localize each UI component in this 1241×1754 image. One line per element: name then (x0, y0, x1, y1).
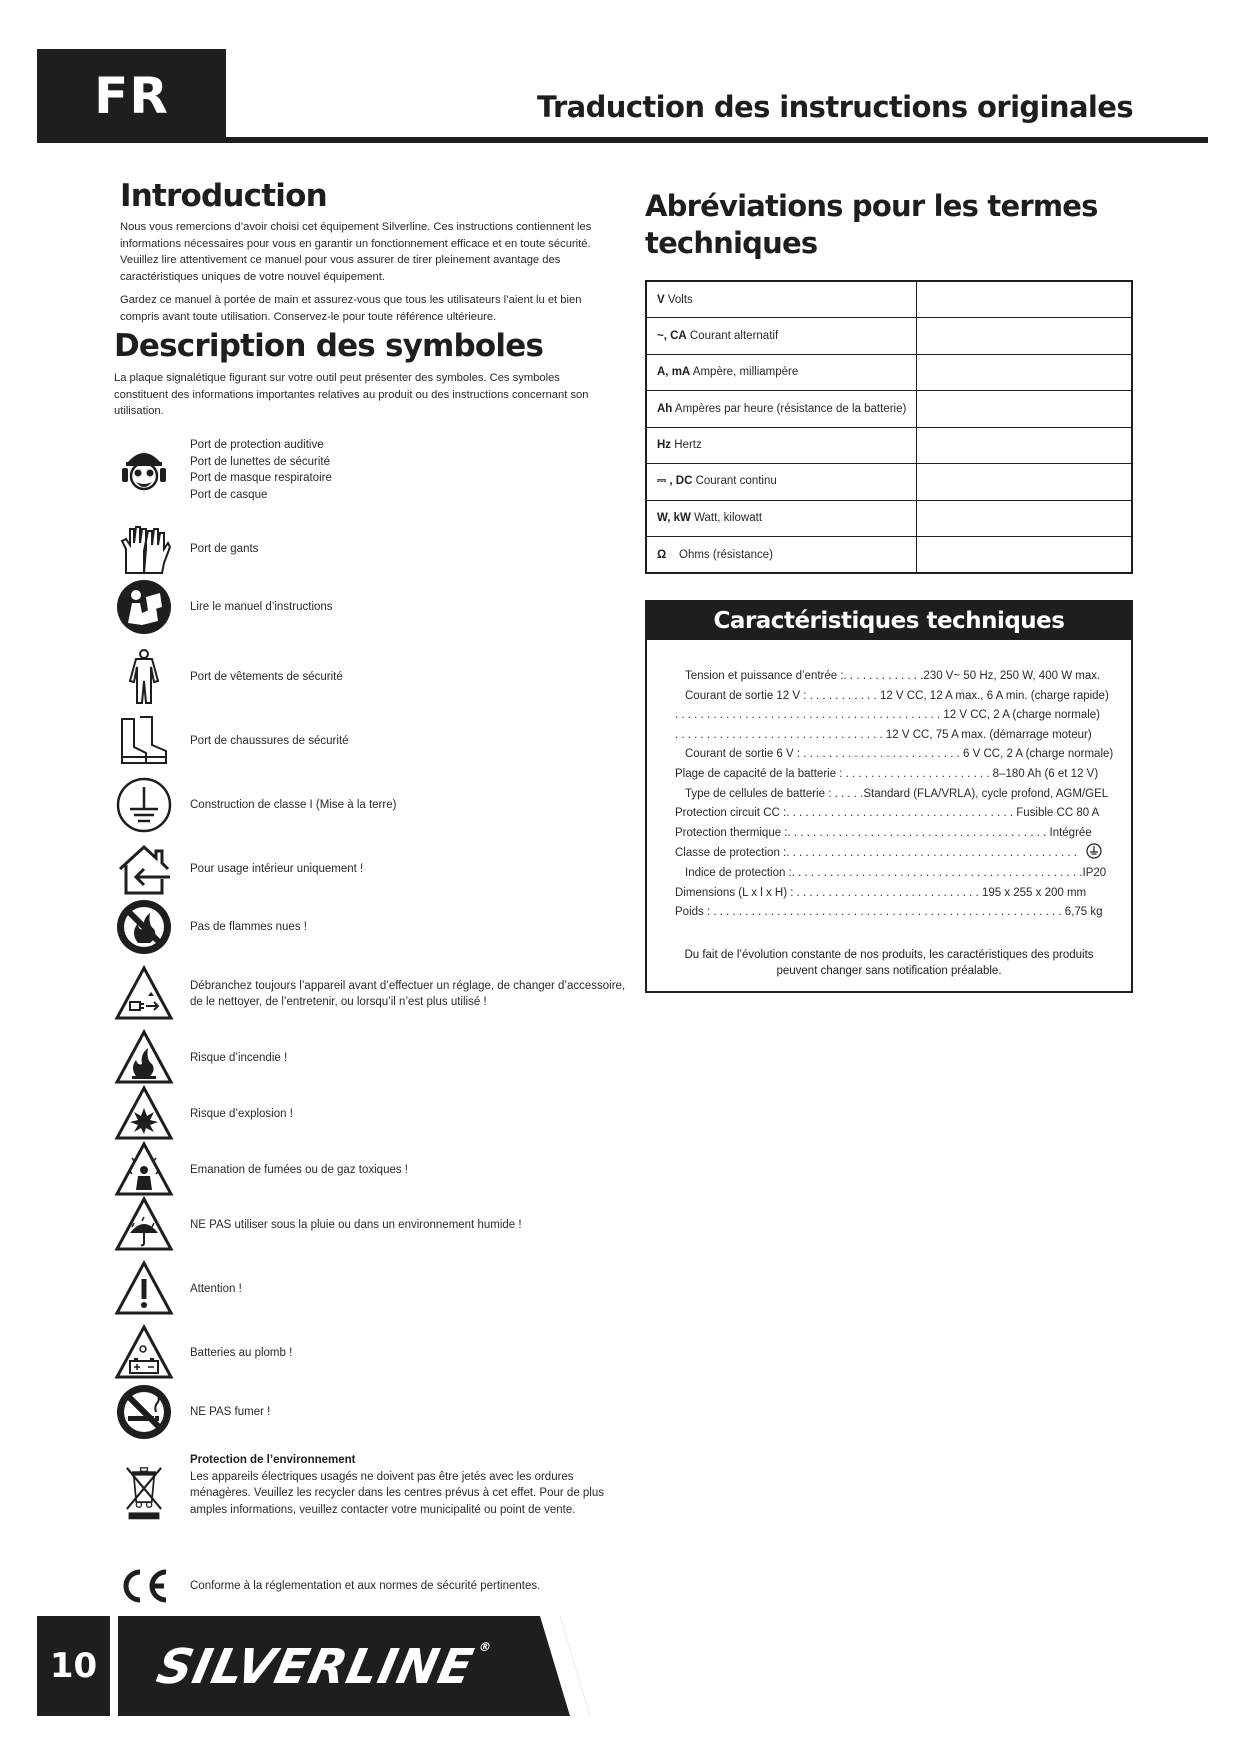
explosion-risk-icon (113, 1083, 175, 1145)
text-line: Batteries au plomb ! (190, 1346, 293, 1359)
text-line: Débranchez toujours l’appareil avant d’effectuer un réglage, de changer d’accessoire, (190, 979, 626, 992)
brand-name: SILVERLINE (152, 1639, 479, 1695)
symbol-description (190, 1217, 522, 1234)
safety-clothing-icon (113, 646, 175, 708)
spec-line: Protection thermique :. . . . . . . . . . . . . . . . . . . . . . . . . . . . . . . . . . . . . . . . . Intégrée (675, 826, 1092, 839)
abbreviation-cell (646, 427, 917, 464)
abbreviation-code: Hz (657, 439, 672, 452)
symbol-row-indoor-use (113, 838, 633, 900)
spec-line: Poids : . . . . . . . . . . . . . . . . . . . . . . . . . . . . . . . . . . . . . . . . . . . . . . . . . . . . . . . 6,75 kg (675, 906, 1103, 919)
symbol-row-no-smoking (113, 1381, 633, 1443)
text-line: ménagères. Veuillez les recycler dans les centres prévus à cet effet. Pour de plus (190, 1487, 605, 1499)
table-row (646, 464, 1132, 501)
spec-line (675, 843, 1075, 864)
attention-icon (113, 1258, 175, 1320)
abbreviations-heading (645, 188, 1098, 262)
symbol-row-ppe-head (113, 437, 633, 503)
abbreviation-code: ⎓ , DC (657, 475, 693, 488)
text-line: Les appareils électriques usagés ne doivent pas être jetés avec les ordures (190, 1470, 574, 1483)
symbol-description (190, 733, 349, 750)
symbol-row-lead-battery (113, 1322, 633, 1384)
introduction-paragraph-1 (120, 219, 591, 285)
note-line: Du fait de l’évolution constante de nos produits, les caractéristiques des produits (684, 949, 1094, 961)
text-line: Port de protection auditive (190, 439, 324, 451)
specifications-note (667, 947, 1111, 979)
text-line: Port de gants (190, 542, 259, 555)
no-smoking-icon (113, 1381, 175, 1443)
spec-line: Indice de protection :. . . . . . . . . . . . . . . . . . . . . . . . . . . . . . . . . . . . . . . . . . . . . .IP20 (685, 866, 1107, 879)
abbreviation-meaning: Ampère, milliampère (692, 366, 799, 379)
text-line: Lire le manuel d’instructions (190, 600, 333, 613)
text-line: caractéristiques uniques de votre nouvel équipement. (120, 270, 385, 283)
empty-cell (917, 464, 1132, 501)
read-manual-icon (113, 576, 175, 638)
symbol-description (190, 669, 343, 686)
text-line: Port de vêtements de sécurité (190, 670, 343, 683)
silverline-logo (151, 1632, 496, 1702)
text-line: compris avant toute utilisation. Conservez-le pour toute référence ultérieure. (120, 310, 497, 323)
empty-cell (917, 537, 1132, 574)
spec-line: Courant de sortie 6 V : . . . . . . . . . . . . . . . . . . . . . . . . . 6 V CC, 2 A (charge normale) (685, 748, 1114, 761)
spec-line: Protection circuit CC :. . . . . . . . . . . . . . . . . . . . . . . . . . . . . . . . . . . . Fusible CC 80 A (675, 807, 1100, 820)
indoor-use-icon (113, 838, 175, 900)
spec-line: . . . . . . . . . . . . . . . . . . . . . . . . . . . . . . . . . . . . . . . . . . 12 V CC, 2 A (charge normale) (675, 709, 1100, 722)
abbreviation-cell (646, 500, 917, 537)
specifications-heading: Caractéristiques techniques (647, 602, 1131, 640)
heading-line: Abréviations pour les termes (645, 189, 1098, 223)
text-line: constituent des informations importantes relatives au produit ou des instructions concernant son (114, 388, 589, 401)
language-tab: FR (37, 49, 226, 143)
symbol-description (190, 1452, 604, 1518)
abbreviation-cell (646, 391, 917, 428)
text-line: NE PAS fumer ! (190, 1405, 271, 1418)
class-one-ground-icon (1086, 843, 1102, 859)
text-line: NE PAS utiliser sous la pluie ou dans un environnement humide ! (190, 1218, 522, 1231)
lead-battery-icon (113, 1322, 175, 1384)
text-line: Emanation de fumées ou de gaz toxiques ! (190, 1163, 409, 1176)
text-line: Nous vous remercions d’avoir choisi cet équipement Silverline. Ces instructions contiennent les (120, 221, 592, 233)
text-line: Pas de flammes nues ! (190, 920, 307, 933)
symbol-row-environment (113, 1456, 633, 1526)
ppe-head-icon (113, 439, 175, 501)
spec-line: Type de cellules de batterie : . . . . .Standard (FLA/VRLA), cycle profond, AGM/GEL (685, 787, 1109, 800)
text-line: informations nécessaires pour vous en garantir un fonctionnement efficace et en toute sécurité. (120, 237, 591, 250)
symbol-row-gloves (113, 518, 633, 580)
symbol-description (190, 437, 332, 503)
abbreviation-meaning: Courant continu (695, 475, 777, 488)
footer-separator (110, 1616, 118, 1716)
symbols-heading: Description des symboles (114, 328, 544, 364)
text-line: Veuillez lire attentivement ce manuel pour vous assurer de tirer pleinement avantage des (120, 254, 561, 266)
no-open-flames-icon (113, 896, 175, 958)
weee-bin-icon (113, 1456, 175, 1526)
abbreviation-code: Ω (657, 548, 667, 561)
symbol-row-explosion-risk (113, 1083, 633, 1145)
spec-line: Plage de capacité de la batterie : . . . . . . . . . . . . . . . . . . . . . . . 8–180 Ah (6 et 12 V) (675, 767, 1099, 780)
table-row (646, 427, 1132, 464)
text-line: Risque d’explosion ! (190, 1107, 293, 1120)
symbol-row-unplug-warning (113, 963, 633, 1025)
header-rule (37, 137, 1208, 143)
empty-cell (917, 500, 1132, 537)
fire-risk-icon (113, 1027, 175, 1089)
text-line: Port de masque respiratoire (190, 472, 332, 484)
symbol-description (190, 1162, 408, 1179)
symbol-row-safety-clothing (113, 646, 633, 708)
text-line: amples informations, veuillez contacter votre municipalité ou point de vente. (190, 1503, 576, 1516)
table-row (646, 391, 1132, 428)
text-line: utilisation. (114, 405, 164, 417)
specifications-list (675, 667, 1114, 923)
symbol-description (190, 919, 307, 936)
abbreviation-code: ~, CA (657, 329, 687, 342)
table-row (646, 318, 1132, 355)
abbreviation-meaning: Courant alternatif (689, 329, 779, 342)
abbreviation-meaning: Ampères par heure (résistance de la batterie) (674, 402, 907, 415)
heading-line: techniques (645, 226, 818, 260)
introduction-paragraph-2 (120, 292, 581, 325)
empty-cell (917, 354, 1132, 391)
symbols-intro (114, 370, 589, 420)
toxic-fumes-icon (113, 1139, 175, 1201)
specifications-box (645, 600, 1133, 993)
ce-mark-icon (113, 1555, 175, 1617)
text-line: de le nettoyer, de l’entretenir, ou lorsqu’il n’est plus utilisé ! (190, 996, 487, 1008)
symbol-description (190, 1345, 292, 1362)
symbol-row-attention (113, 1258, 633, 1320)
spec-line: . . . . . . . . . . . . . . . . . . . . . . . . . . . . . . . . . 12 V CC, 75 A max. (démarrage moteur) (675, 728, 1092, 741)
spec-text: Classe de protection :. . . . . . . . . . . . . . . . . . . . . . . . . . . . . . . . . . . . . . . . . . . . . . (675, 847, 1077, 860)
abbreviation-cell (646, 318, 917, 355)
empty-cell (917, 281, 1132, 318)
text-line: Port de chaussures de sécurité (190, 734, 349, 747)
table-row (646, 281, 1132, 318)
text-line: Gardez ce manuel à portée de main et assurez-vous que tous les utilisateurs l’aient lu et bien (120, 294, 582, 306)
abbreviation-code: A, mA (657, 366, 691, 379)
abbreviation-cell (646, 464, 917, 501)
spec-line: Dimensions (L x l x H) : . . . . . . . . . . . . . . . . . . . . . . . . . . . . . 195 x 255 x 200 mm (675, 886, 1087, 899)
abbreviation-cell (646, 281, 917, 318)
text-line: Pour usage intérieur uniquement ! (190, 862, 364, 875)
symbol-row-no-rain (113, 1194, 633, 1256)
symbol-description (190, 541, 258, 558)
abbreviation-code: Ah (657, 402, 673, 415)
abbreviation-meaning: Volts (667, 293, 693, 306)
symbol-description (190, 1281, 242, 1298)
symbol-description (190, 978, 625, 1011)
abbreviation-meaning: Ohms (résistance) (679, 548, 773, 561)
empty-cell (917, 318, 1132, 355)
spec-line: Courant de sortie 12 V : . . . . . . . . . . . 12 V CC, 12 A max., 6 A min. (charge rapide) (685, 689, 1109, 702)
introduction-heading: Introduction (120, 178, 327, 214)
empty-cell (917, 391, 1132, 428)
text-line: Risque d’incendie ! (190, 1051, 288, 1064)
empty-cell (917, 427, 1132, 464)
abbreviation-meaning: Watt, kilowatt (694, 512, 763, 525)
text-line: Port de casque (190, 488, 268, 501)
symbol-description (190, 1578, 540, 1595)
text-line: Port de lunettes de sécurité (190, 455, 330, 468)
text-line: Attention ! (190, 1282, 242, 1295)
environment-title: Protection de l’environnement (190, 1454, 356, 1466)
footer-wedge (540, 1616, 1208, 1716)
symbol-row-fire-risk (113, 1027, 633, 1089)
abbreviation-code: W, kW (657, 512, 691, 525)
table-row (646, 354, 1132, 391)
no-rain-icon (113, 1194, 175, 1256)
earth-ground-icon (113, 774, 175, 836)
abbreviation-cell (646, 354, 917, 391)
symbol-description (190, 1106, 293, 1123)
symbol-description (190, 1050, 287, 1067)
symbol-row-earth-ground (113, 774, 633, 836)
text-line: Conforme à la réglementation et aux normes de sécurité pertinentes. (190, 1579, 541, 1592)
symbol-row-toxic-fumes (113, 1139, 633, 1201)
symbol-row-no-open-flames (113, 896, 633, 958)
text-line: La plaque signalétique figurant sur votre outil peut présenter des symboles. Ces symboles (114, 372, 560, 384)
gloves-icon (113, 518, 175, 580)
unplug-warning-icon (113, 963, 175, 1025)
symbol-row-safety-boots (113, 710, 633, 772)
registered-mark: ® (477, 1640, 494, 1654)
page-title: Traduction des instructions originales (536, 90, 1133, 124)
text-line: Construction de classe I (Mise à la terre) (190, 798, 397, 811)
abbreviation-cell (646, 537, 917, 574)
symbol-description (190, 599, 333, 616)
abbreviation-code: V (657, 293, 665, 306)
table-row (646, 537, 1132, 574)
symbol-description (190, 1404, 270, 1421)
table-row (646, 500, 1132, 537)
symbol-row-ce-mark (113, 1555, 633, 1617)
spec-line: Tension et puissance d’entrée :. . . . . . . . . . . . .230 V~ 50 Hz, 250 W, 400 W max. (685, 670, 1101, 682)
abbreviations-table (645, 280, 1133, 574)
abbreviation-meaning: Hertz (674, 439, 702, 452)
symbol-row-read-manual (113, 576, 633, 638)
note-line: peuvent changer sans notification préalable. (776, 965, 1002, 977)
symbol-description (190, 797, 396, 814)
safety-boots-icon (113, 710, 175, 772)
page-number: 10 (49, 1646, 98, 1686)
symbol-description (190, 861, 363, 878)
